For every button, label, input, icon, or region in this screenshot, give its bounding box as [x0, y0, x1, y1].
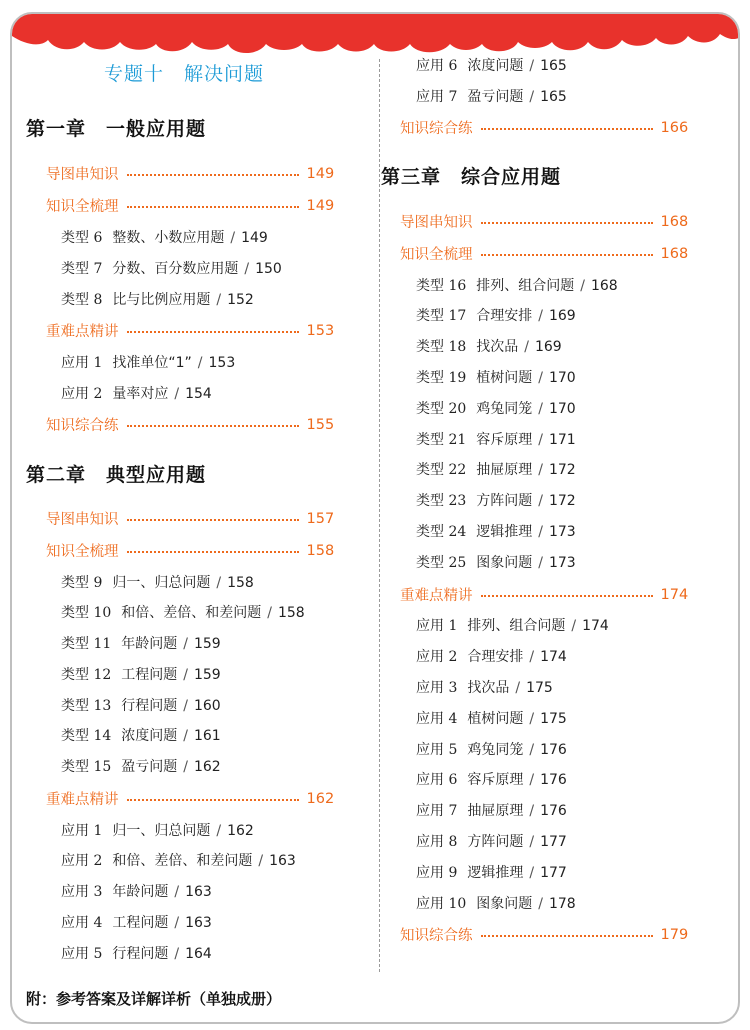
- toc-entry[interactable]: 应用 4 植树问题 / 175: [416, 711, 567, 727]
- section-label: 重难点精讲: [400, 588, 473, 604]
- leader-dots: [127, 799, 299, 801]
- entry-page: 175: [526, 680, 553, 696]
- entry-page: 162: [227, 823, 254, 839]
- toc-entry[interactable]: 应用 10 图象问题 / 178: [416, 896, 576, 912]
- entry-title: 和倍、差倍、和差问题: [112, 853, 253, 869]
- entry-page: 164: [185, 946, 212, 962]
- entry-title: 图象问题: [476, 896, 533, 912]
- entry-title: 方阵问题: [467, 834, 524, 850]
- page-number: 149: [306, 197, 335, 214]
- toc-section-keypoints[interactable]: [46, 788, 334, 809]
- section-label: 知识综合练: [400, 928, 473, 944]
- entry-page: 174: [582, 618, 609, 634]
- entry-title: 容斥原理: [467, 772, 524, 788]
- entry-title: 找次品: [467, 680, 510, 696]
- toc-entry[interactable]: 应用 9 逻辑推理 / 177: [416, 865, 567, 881]
- toc-entry[interactable]: 类型 21 容斥原理 / 171: [416, 432, 576, 448]
- entry-title: 植树问题: [476, 370, 533, 386]
- entry-page: 149: [241, 230, 268, 246]
- entry-title: 和倍、差倍、和差问题: [121, 605, 262, 621]
- entry-title: 量率对应: [112, 386, 169, 402]
- entry-label: 应用 1: [61, 355, 103, 371]
- topic-title: 专题十 解决问题: [104, 63, 265, 85]
- section-label: 知识综合练: [46, 418, 119, 434]
- toc-entry[interactable]: 类型 8 比与比例应用题 / 152: [61, 292, 254, 308]
- toc-entry[interactable]: 应用 1 归一、归总问题 / 162: [61, 823, 254, 839]
- toc-section-practice[interactable]: [400, 924, 688, 945]
- section-label: 导图串知识: [46, 167, 119, 183]
- page-number: 174: [660, 586, 689, 603]
- entry-page: 159: [193, 667, 221, 683]
- toc-entry[interactable]: 类型 14 浓度问题 / 161: [61, 728, 221, 744]
- toc-entry[interactable]: 应用 3 年龄问题 / 163: [61, 884, 212, 900]
- section-label: 重难点精讲: [46, 324, 119, 340]
- entry-label: 类型 14: [61, 728, 112, 744]
- section-label: 知识全梳理: [46, 199, 119, 215]
- entry-page: 173: [548, 524, 576, 540]
- toc-entry[interactable]: 类型 24 逻辑推理 / 173: [416, 524, 576, 540]
- entry-title: 归一、归总问题: [112, 823, 211, 839]
- entry-page: 150: [255, 261, 282, 277]
- entry-label: 类型 16: [416, 278, 467, 294]
- toc-entry[interactable]: 应用 3 找次品 / 175: [416, 680, 553, 696]
- entry-label: 应用 6: [416, 772, 458, 788]
- entry-page: 169: [548, 308, 576, 324]
- section-label: 重难点精讲: [46, 792, 119, 808]
- toc-entry[interactable]: 应用 5 行程问题 / 164: [61, 946, 212, 962]
- entry-title: 比与比例应用题: [112, 292, 211, 308]
- leader-dots: [481, 595, 653, 597]
- toc-entry[interactable]: 类型 12 工程问题 / 159: [61, 667, 221, 683]
- entry-page: 172: [548, 493, 576, 509]
- entry-page: 175: [540, 711, 567, 727]
- entry-title: 鸡兔同笼: [467, 742, 524, 758]
- entry-title: 年龄问题: [112, 884, 169, 900]
- entry-page: 171: [548, 432, 576, 448]
- entry-label: 类型 6: [61, 230, 103, 246]
- entry-label: 应用 4: [416, 711, 458, 727]
- entry-page: 153: [208, 355, 236, 371]
- chapter-3-title: 第三章 综合应用题: [381, 166, 562, 188]
- entry-page: 177: [540, 834, 567, 850]
- entry-page: 176: [540, 772, 567, 788]
- entry-label: 类型 7: [61, 261, 103, 277]
- toc-entry[interactable]: 应用 1 找准单位“1” / 153: [61, 355, 236, 371]
- entry-title: 合理安排: [467, 649, 524, 665]
- leader-dots: [481, 935, 653, 937]
- leader-dots: [127, 206, 299, 208]
- entry-title: 图象问题: [476, 555, 533, 571]
- entry-title: 抽屉原理: [476, 462, 533, 478]
- entry-label: 应用 6: [416, 58, 458, 74]
- toc-entry[interactable]: 类型 20 鸡兔同笼 / 170: [416, 401, 576, 417]
- toc-entry[interactable]: 类型 19 植树问题 / 170: [416, 370, 576, 386]
- page-number: 149: [306, 165, 335, 182]
- toc-entry[interactable]: 类型 18 找次品 / 169: [416, 339, 562, 355]
- toc-entry[interactable]: 类型 6 整数、小数应用题 / 149: [61, 230, 268, 246]
- page-number: 157: [306, 510, 335, 527]
- leader-dots: [127, 519, 299, 521]
- toc-section-review[interactable]: [46, 195, 334, 216]
- entry-title: 浓度问题: [121, 728, 178, 744]
- toc-section-mindmap[interactable]: [400, 211, 688, 232]
- entry-title: 排列、组合问题: [467, 618, 566, 634]
- entry-page: 152: [227, 292, 254, 308]
- entry-label: 应用 7: [416, 803, 458, 819]
- page-number: 179: [660, 926, 689, 943]
- entry-page: 172: [548, 462, 576, 478]
- entry-title: 工程问题: [112, 915, 169, 931]
- entry-title: 容斥原理: [476, 432, 533, 448]
- entry-label: 类型 21: [416, 432, 467, 448]
- toc-entry[interactable]: 类型 9 归一、归总问题 / 158: [61, 575, 254, 591]
- page-number: 162: [306, 790, 335, 807]
- entry-label: 应用 2: [61, 853, 103, 869]
- entry-title: 找次品: [476, 339, 519, 355]
- entry-title: 盈亏问题: [121, 759, 178, 775]
- entry-title: 行程问题: [112, 946, 169, 962]
- entry-page: 158: [227, 575, 254, 591]
- entry-label: 类型 15: [61, 759, 112, 775]
- entry-page: 162: [193, 759, 221, 775]
- page-number: 168: [660, 245, 689, 262]
- toc-entry[interactable]: 应用 4 工程问题 / 163: [61, 915, 212, 931]
- entry-label: 类型 11: [61, 636, 112, 652]
- toc-entry[interactable]: 类型 15 盈亏问题 / 162: [61, 759, 221, 775]
- entry-title: 找准单位“1”: [112, 355, 192, 371]
- section-label: 知识综合练: [400, 121, 473, 137]
- entry-title: 方阵问题: [476, 493, 533, 509]
- toc-entry[interactable]: 应用 6 浓度问题 / 165: [416, 58, 567, 74]
- entry-title: 分数、百分数应用题: [112, 261, 239, 277]
- entry-label: 类型 8: [61, 292, 103, 308]
- entry-page: 158: [277, 605, 305, 621]
- toc-entry[interactable]: 应用 6 容斥原理 / 176: [416, 772, 567, 788]
- toc-entry[interactable]: 类型 17 合理安排 / 169: [416, 308, 576, 324]
- page-number: 166: [660, 119, 689, 136]
- page-number: 168: [660, 213, 689, 230]
- toc-entry[interactable]: 应用 2 合理安排 / 174: [416, 649, 567, 665]
- entry-page: 160: [193, 698, 221, 714]
- entry-label: 类型 24: [416, 524, 467, 540]
- entry-page: 170: [548, 370, 576, 386]
- toc-section-mindmap[interactable]: [46, 508, 334, 529]
- entry-page: 165: [540, 58, 567, 74]
- entry-label: 类型 10: [61, 605, 112, 621]
- entry-page: 154: [185, 386, 212, 402]
- entry-label: 类型 9: [61, 575, 103, 591]
- toc-entry[interactable]: 类型 16 排列、组合问题 / 168: [416, 278, 618, 294]
- column-divider: [379, 59, 380, 972]
- leader-dots: [481, 254, 653, 256]
- section-label: 知识全梳理: [46, 544, 119, 560]
- leader-dots: [481, 128, 653, 130]
- entry-label: 类型 18: [416, 339, 467, 355]
- entry-title: 归一、归总问题: [112, 575, 211, 591]
- entry-label: 应用 5: [61, 946, 103, 962]
- entry-title: 工程问题: [121, 667, 178, 683]
- section-label: 导图串知识: [46, 512, 119, 528]
- entry-page: 176: [540, 742, 567, 758]
- entry-title: 逻辑推理: [476, 524, 533, 540]
- toc-entry[interactable]: 应用 2 和倍、差倍、和差问题 / 163: [61, 853, 296, 869]
- entry-title: 合理安排: [476, 308, 533, 324]
- toc-entry[interactable]: 应用 7 抽屉原理 / 176: [416, 803, 567, 819]
- leader-dots: [127, 331, 299, 333]
- leader-dots: [481, 222, 653, 224]
- entry-label: 应用 3: [416, 680, 458, 696]
- entry-label: 应用 7: [416, 89, 458, 105]
- toc-entry[interactable]: 应用 2 量率对应 / 154: [61, 386, 212, 402]
- entry-label: 应用 1: [416, 618, 458, 634]
- entry-label: 类型 23: [416, 493, 467, 509]
- chapter-2-title: 第二章 典型应用题: [26, 464, 207, 486]
- entry-label: 类型 12: [61, 667, 112, 683]
- toc-section-review[interactable]: [400, 243, 688, 264]
- toc-section-practice[interactable]: [400, 117, 688, 138]
- section-label: 导图串知识: [400, 215, 473, 231]
- entry-label: 类型 20: [416, 401, 467, 417]
- toc-section-review[interactable]: [46, 540, 334, 561]
- entry-page: 159: [193, 636, 221, 652]
- entry-page: 169: [534, 339, 562, 355]
- toc-entry[interactable]: 类型 23 方阵问题 / 172: [416, 493, 576, 509]
- leader-dots: [127, 174, 299, 176]
- page-number: 153: [306, 322, 335, 339]
- entry-title: 植树问题: [467, 711, 524, 727]
- entry-title: 整数、小数应用题: [112, 230, 225, 246]
- entry-label: 应用 9: [416, 865, 458, 881]
- entry-label: 类型 17: [416, 308, 467, 324]
- toc-entry[interactable]: 类型 7 分数、百分数应用题 / 150: [61, 261, 282, 277]
- entry-page: 163: [269, 853, 296, 869]
- entry-title: 浓度问题: [467, 58, 524, 74]
- entry-title: 排列、组合问题: [476, 278, 575, 294]
- entry-page: 161: [193, 728, 221, 744]
- entry-label: 应用 1: [61, 823, 103, 839]
- entry-label: 类型 19: [416, 370, 467, 386]
- entry-title: 行程问题: [121, 698, 178, 714]
- entry-page: 163: [185, 915, 212, 931]
- entry-label: 应用 8: [416, 834, 458, 850]
- entry-title: 盈亏问题: [467, 89, 524, 105]
- entry-label: 应用 10: [416, 896, 467, 912]
- entry-page: 168: [590, 278, 618, 294]
- entry-page: 170: [548, 401, 576, 417]
- page-number: 155: [306, 416, 335, 433]
- page-number: 158: [306, 542, 335, 559]
- entry-title: 逻辑推理: [467, 865, 524, 881]
- chapter-1-title: 第一章 一般应用题: [26, 118, 207, 140]
- toc-section-mindmap[interactable]: [46, 163, 334, 184]
- entry-page: 174: [540, 649, 567, 665]
- entry-label: 应用 3: [61, 884, 103, 900]
- toc-entry[interactable]: 类型 11 年龄问题 / 159: [61, 636, 221, 652]
- entry-label: 应用 4: [61, 915, 103, 931]
- toc-section-keypoints[interactable]: [46, 320, 334, 341]
- toc-entry[interactable]: 类型 22 抽屉原理 / 172: [416, 462, 576, 478]
- toc-entry[interactable]: 应用 5 鸡兔同笼 / 176: [416, 742, 567, 758]
- toc-entry[interactable]: 类型 13 行程问题 / 160: [61, 698, 221, 714]
- entry-title: 抽屉原理: [467, 803, 524, 819]
- toc-entry[interactable]: 类型 25 图象问题 / 173: [416, 555, 576, 571]
- appendix-note: 附：参考答案及详解详析（单独成册）: [26, 990, 282, 1008]
- entry-label: 类型 22: [416, 462, 467, 478]
- entry-label: 应用 2: [61, 386, 103, 402]
- entry-page: 176: [540, 803, 567, 819]
- entry-page: 177: [540, 865, 567, 881]
- toc-entry[interactable]: 应用 7 盈亏问题 / 165: [416, 89, 567, 105]
- toc-entry[interactable]: 应用 8 方阵问题 / 177: [416, 834, 567, 850]
- leader-dots: [127, 425, 299, 427]
- entry-label: 应用 5: [416, 742, 458, 758]
- entry-label: 类型 25: [416, 555, 467, 571]
- entry-page: 173: [548, 555, 576, 571]
- entry-title: 鸡兔同笼: [476, 401, 533, 417]
- entry-label: 类型 13: [61, 698, 112, 714]
- toc-section-practice[interactable]: [46, 414, 334, 435]
- entry-page: 163: [185, 884, 212, 900]
- toc-entry[interactable]: 应用 1 排列、组合问题 / 174: [416, 618, 609, 634]
- entry-page: 178: [548, 896, 576, 912]
- toc-entry[interactable]: 类型 10 和倍、差倍、和差问题 / 158: [61, 605, 305, 621]
- entry-page: 165: [540, 89, 567, 105]
- entry-label: 应用 2: [416, 649, 458, 665]
- entry-title: 年龄问题: [121, 636, 178, 652]
- toc-section-keypoints[interactable]: [400, 584, 688, 605]
- leader-dots: [127, 551, 299, 553]
- section-label: 知识全梳理: [400, 247, 473, 263]
